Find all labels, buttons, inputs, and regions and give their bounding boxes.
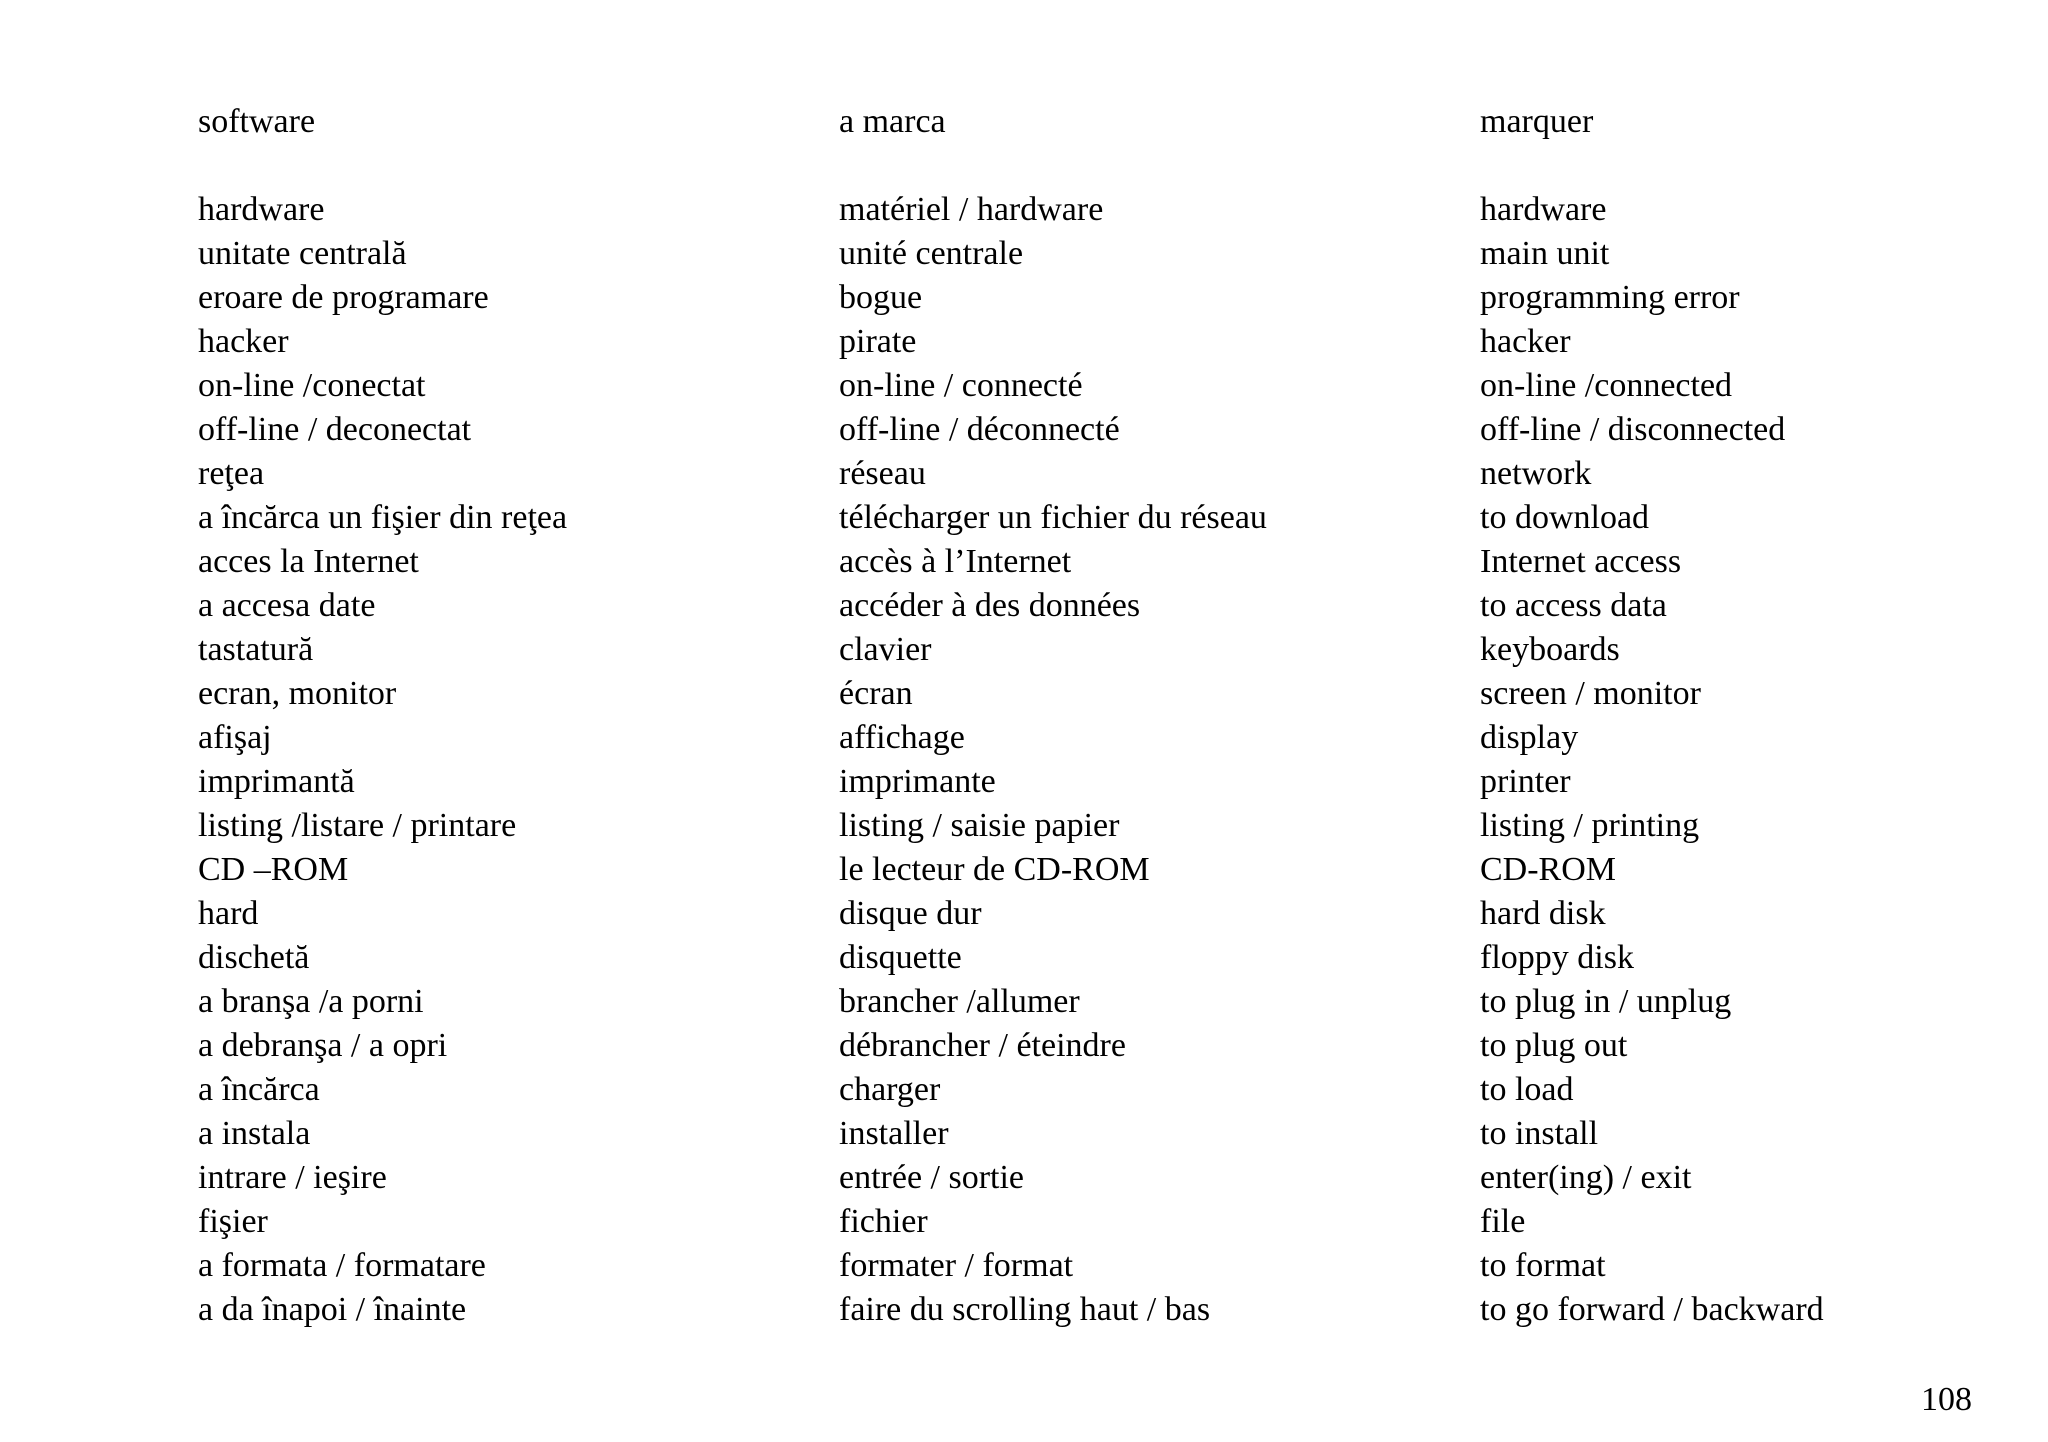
column-header-french: a marca [839, 103, 946, 140]
glossary-term: listing /listare / printare [198, 807, 517, 844]
glossary-term: a debranşa / a opri [198, 1027, 448, 1064]
glossary-term: imprimantă [198, 763, 355, 800]
glossary-term: écran [839, 675, 913, 712]
romanian-column [198, 100, 567, 1332]
glossary-term: to plug out [1480, 1027, 1628, 1064]
glossary-term: le lecteur de CD-ROM [839, 851, 1150, 888]
glossary-term: on-line /connected [1480, 367, 1733, 404]
glossary-term: off-line / deconectat [198, 411, 472, 448]
glossary-term: file [1480, 1203, 1526, 1240]
column-gap [198, 144, 567, 188]
glossary-term: hardware [198, 191, 325, 228]
glossary-term: réseau [839, 455, 926, 492]
glossary-term: affichage [839, 719, 965, 756]
column-header-english: marquer [1480, 103, 1594, 140]
glossary-term: to load [1480, 1071, 1574, 1108]
glossary-term: charger [839, 1071, 941, 1108]
romanian-term-list [198, 188, 567, 1332]
glossary-term: to format [1480, 1247, 1606, 1284]
glossary-term: keyboards [1480, 631, 1620, 668]
glossary-term: unité centrale [839, 235, 1024, 272]
glossary-term: screen / monitor [1480, 675, 1701, 712]
glossary-term: off-line / déconnecté [839, 411, 1120, 448]
glossary-term: hard disk [1480, 895, 1606, 932]
glossary-term: on-line / connecté [839, 367, 1083, 404]
glossary-term: main unit [1480, 235, 1610, 272]
glossary-term: faire du scrolling haut / bas [839, 1291, 1211, 1328]
glossary-term: a formata / formatare [198, 1247, 486, 1284]
french-column [839, 100, 1267, 1332]
glossary-term: hard [198, 895, 259, 932]
english-term-list [1480, 188, 1824, 1332]
french-term-list [839, 188, 1267, 1332]
glossary-term: a branşa /a porni [198, 983, 424, 1020]
glossary-term: fichier [839, 1203, 928, 1240]
glossary-term: fişier [198, 1203, 268, 1240]
glossary-term: disquette [839, 939, 962, 976]
glossary-term: to go forward / backward [1480, 1291, 1824, 1328]
glossary-term: installer [839, 1115, 949, 1152]
glossary-term: to install [1480, 1115, 1599, 1152]
glossary-term: tastatură [198, 631, 314, 668]
glossary-term: télécharger un fichier du réseau [839, 499, 1267, 536]
glossary-term: on-line /conectat [198, 367, 426, 404]
glossary-term: pirate [839, 323, 917, 360]
glossary-term: disque dur [839, 895, 982, 932]
glossary-term: accès à l’Internet [839, 543, 1072, 580]
glossary-term: dischetă [198, 939, 310, 976]
glossary-term: CD-ROM [1480, 851, 1617, 888]
glossary-term: a da înapoi / înainte [198, 1291, 467, 1328]
page-number: 108 [1921, 1381, 1972, 1418]
glossary-term: matériel / hardware [839, 191, 1104, 228]
glossary-term: to access data [1480, 587, 1667, 624]
glossary-term: to plug in / unplug [1480, 983, 1732, 1020]
column-header-romanian: software [198, 103, 316, 140]
glossary-term: printer [1480, 763, 1571, 800]
glossary-term: hacker [198, 323, 289, 360]
glossary-term: accéder à des données [839, 587, 1141, 624]
english-column [1480, 100, 1824, 1332]
glossary-term: eroare de programare [198, 279, 489, 316]
glossary-term: CD –ROM [198, 851, 349, 888]
glossary-term: a încărca un fişier din reţea [198, 499, 568, 536]
glossary-term: intrare / ieşire [198, 1159, 387, 1196]
glossary-term: enter(ing) / exit [1480, 1159, 1692, 1196]
glossary-term: brancher /allumer [839, 983, 1080, 1020]
glossary-term: formater / format [839, 1247, 1074, 1284]
glossary-term: bogue [839, 279, 923, 316]
glossary-term: display [1480, 719, 1579, 756]
glossary-term: ecran, monitor [198, 675, 397, 712]
glossary-term: listing / printing [1480, 807, 1700, 844]
glossary-term: unitate centrală [198, 235, 407, 272]
glossary-term: a accesa date [198, 587, 376, 624]
glossary-term: listing / saisie papier [839, 807, 1120, 844]
glossary-term: clavier [839, 631, 932, 668]
column-gap [839, 144, 1267, 188]
glossary-term: a încărca [198, 1071, 320, 1108]
glossary-term: entrée / sortie [839, 1159, 1025, 1196]
glossary-term: débrancher / éteindre [839, 1027, 1126, 1064]
glossary-term: hacker [1480, 323, 1571, 360]
glossary-term: imprimante [839, 763, 996, 800]
glossary-term: to download [1480, 499, 1650, 536]
glossary-term: acces la Internet [198, 543, 419, 580]
glossary-term: Internet access [1480, 543, 1682, 580]
glossary-term: off-line / disconnected [1480, 411, 1786, 448]
glossary-term: network [1480, 455, 1592, 492]
glossary-term: a instala [198, 1115, 311, 1152]
glossary-term: programming error [1480, 279, 1740, 316]
column-gap [1480, 144, 1824, 188]
glossary-term: floppy disk [1480, 939, 1634, 976]
glossary-term: afişaj [198, 719, 272, 756]
glossary-term: hardware [1480, 191, 1607, 228]
glossary-term: reţea [198, 455, 265, 492]
